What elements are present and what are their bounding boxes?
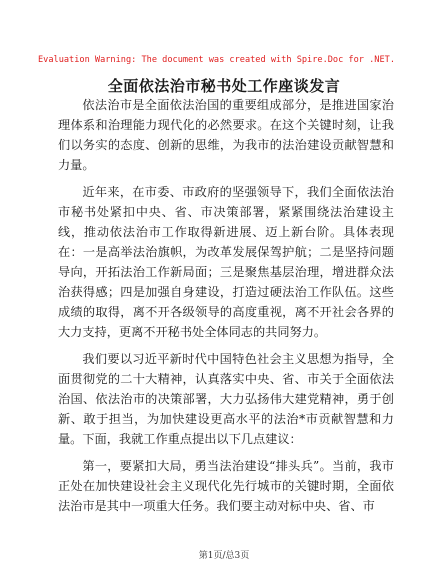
- document-body: [58, 95, 394, 523]
- paragraph-1: 依法治市是全面依法治国的重要组成部分，是推进国家治理体系和治理能力现代化的必然要求。在这个关键时刻，让我们以务实的态度、创新的思维，为我市的法治建设贡献智慧和力量。: [58, 98, 394, 172]
- paragraph-3: 我们要以习近平新时代中国特色社会主义思想为指导，全面贯彻党的二十大精神，认真落实中央、省、市关于全面依法治国、依法治市的决策部署，大力弘扬伟大建党精神，勇于创新、敢于担当，为加快建设更高水平的法治*市贡献智慧和力量。下面，我就工作重点提出以下几点建议：: [58, 352, 394, 446]
- evaluation-warning: Evaluation Warning: The document was created with Spire.Doc for .NET.: [38, 55, 395, 65]
- paragraph-4: 第一，要紧扣大局，勇当法治建设“排头兵”。当前，我市正处在加快建设社会主义现代化先行城市的关键时期，全面依法治市是其中一项重大任务。我们要主动对标中央、省、市: [58, 459, 394, 513]
- document-title: 全面依法治市秘书处工作座谈发言: [107, 77, 341, 95]
- paragraph-2: 近年来，在市委、市政府的坚强领导下，我们全面依法治市秘书处紧扣中央、省、市决策部署，紧紧围绕法治建设主线，推动依法治市工作取得新进展、迈上新台阶。具体表现在：一是高举法治旗帜，为改革发展保驾护航；二是坚持问题导向，开拓法治工作新局面；三是聚焦基层治理，增进群众法治获得感；四是加强自身建设，打造过硬法治工作队伍。这些成绩的取得，离不开各级领导的高度重视，离不开社会各界的大力支持，更离不开秘书处全体同志的共同努力。: [58, 185, 394, 339]
- page-number-footer: 第1页/总3页: [198, 551, 250, 561]
